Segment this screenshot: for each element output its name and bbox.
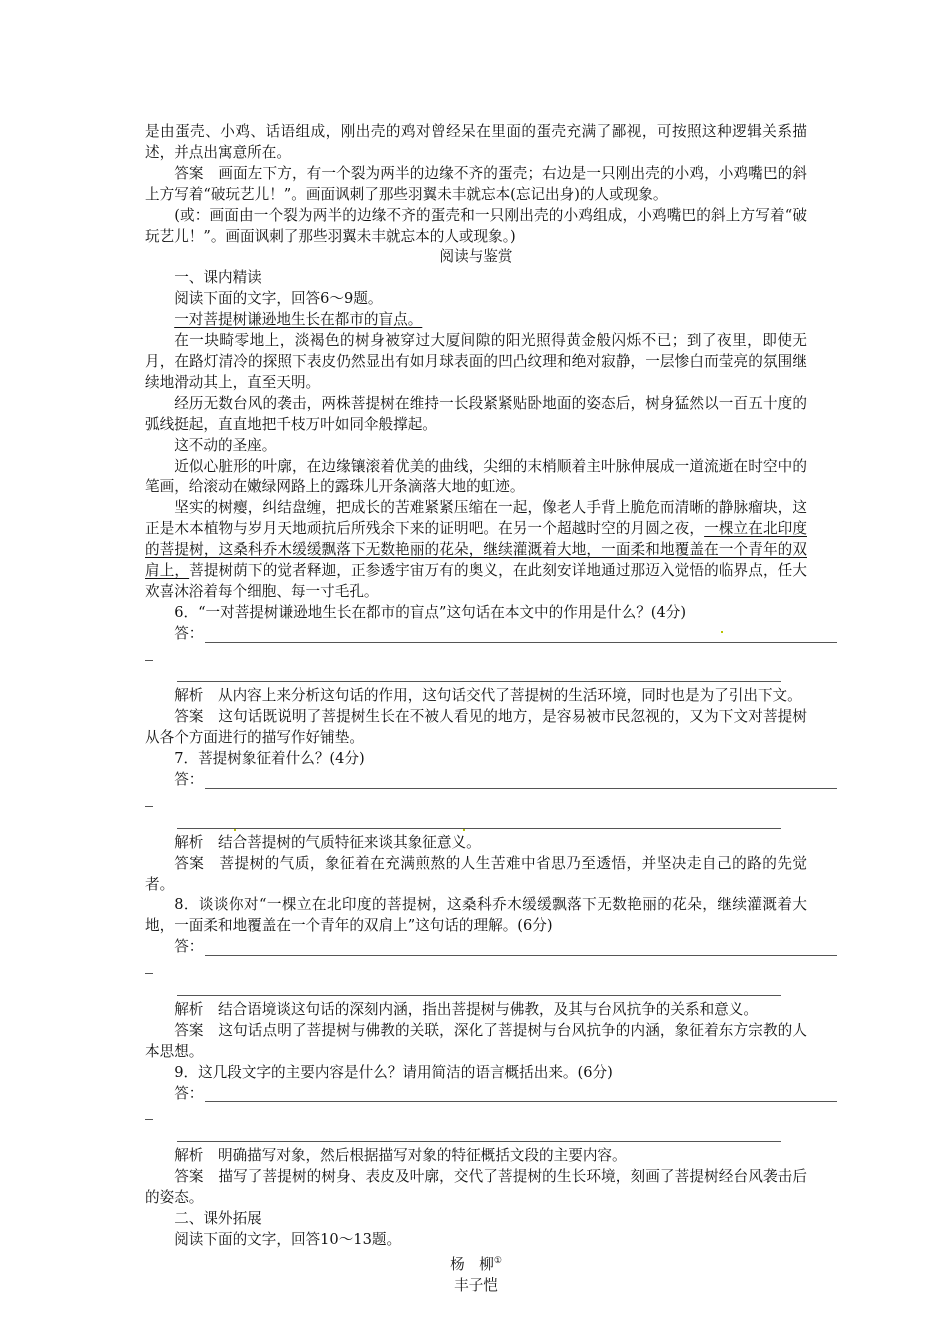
- passage-text: 坚实的树瘿，纠结盘缠，把成长的苦难紧紧压缩在一起，像老人手背上脆危而清晰的静脉瘤块，这正是木本植物与岁月天地顽抗后所残余下来的证明吧。在另一个超越时空的月圆之夜，: [145, 499, 807, 538]
- answer-dash: [145, 1104, 807, 1125]
- question-7: 7．菩提树象征着什么？(4分): [174, 750, 365, 768]
- analysis-8: 解析 结合语境谈这句话的深刻内涵，指出菩提树与佛教，及其与台风抗争的关系和意义。: [174, 1000, 758, 1018]
- passage-text: 菩提树荫下的觉者释迦，正参透宇宙万有的奥义，在此刻安详地通过那迈入觉悟的临界点，任大欢喜沐浴着每个细胞、每一寸毛孔。: [145, 562, 807, 600]
- passage-paragraph: 在一块畸零地上，淡褐色的树身被穿过大厦间隙的阳光照得黄金般闪烁不已；到了夜里，即使无月，在路灯清冷的探照下表皮仍然显出有如月球表面的凹凸纹理和绝对寂静，一层惨白而莹亮的氛围继续地滑动其上，直至天明。: [145, 332, 807, 391]
- article-title: [145, 1251, 807, 1276]
- answer-dash: [145, 645, 807, 666]
- answer-blank-line[interactable]: [145, 979, 807, 1000]
- answer-line-6[interactable]: [145, 624, 807, 645]
- page-content: [145, 122, 807, 1296]
- intro-alternative-answer: (或：画面由一个裂为两半的边缘不齐的蛋壳和一只刚出壳的小鸡组成，小鸡嘴巴的斜上方写着“破玩艺儿！”。画面讽刺了那些羽翼未丰就忘本的人或现象。): [145, 206, 807, 245]
- part2-instruction: 阅读下面的文字，回答10～13题。: [174, 1230, 402, 1248]
- analysis-9: 解析 明确描写对象，然后根据描写对象的特征概括文段的主要内容。: [174, 1147, 627, 1165]
- part1-heading: 一、课内精读: [174, 269, 262, 287]
- intro-continuation: 是由蛋壳、小鸡、话语组成，刚出壳的鸡对曾经呆在里面的蛋壳充满了鄙视，可按照这种逻辑关系描述，并点出寓意所在。: [145, 123, 807, 161]
- analysis-7: 解析 结合菩提树的气质特征来谈其象征意义。: [174, 833, 481, 851]
- passage-paragraph: 这不动的圣座。: [174, 436, 277, 454]
- answer-8: 答案 这句话点明了菩提树与佛教的关联，深化了菩提树与台风抗争的内涵，象征着东方宗教的人本思想。: [145, 1021, 807, 1060]
- passage-paragraph: 近似心脏形的叶廓，在边缘镶滚着优美的曲线，尖细的末梢顺着主叶脉伸展成一道流逝在时空中的笔画，给滚动在嫩绿网路上的露珠儿开条滴落大地的虹迹。: [145, 457, 807, 496]
- answer-blank-line[interactable]: [145, 666, 807, 687]
- passage-paragraph: [145, 498, 807, 603]
- intro-answer: 答案 画面左下方，有一个裂为两半的边缘不齐的蛋壳；右边是一只刚出壳的小鸡，小鸡嘴巴的斜上方写着“破玩艺儿！”。画面讽刺了那些羽翼未丰就忘本(忘记出身)的人或现象。: [145, 164, 807, 203]
- answer-9: 答案 描写了菩提树的树身、表皮及叶廓，交代了菩提树的生长环境，刻画了菩提树经台风袭击后的姿态。: [145, 1168, 807, 1207]
- question-9: 9．这几段文字的主要内容是什么？请用简洁的语言概括出来。(6分): [174, 1063, 613, 1081]
- answer-6: 答案 这句话既说明了菩提树生长在不被人看见的地方，是容易被市民忽视的，又为下文对菩提树从各个方面进行的描写作好铺垫。: [145, 708, 807, 747]
- answer-line-9[interactable]: [145, 1084, 807, 1105]
- analysis-6: 解析 从内容上来分析这句话的作用，这句话交代了菩提树的生活环境，同时也是为了引出下文。: [174, 687, 802, 705]
- answer-dash: [145, 791, 807, 812]
- answer-line-7[interactable]: [145, 770, 807, 791]
- answer-label: 答：: [174, 1084, 204, 1102]
- passage-opening-line: [145, 310, 807, 331]
- part1-instruction: 阅读下面的文字，回答6～9题。: [174, 290, 383, 308]
- answer-blank-line[interactable]: [145, 1125, 807, 1146]
- answer-7: 答案 菩提树的气质，象征着在充满煎熬的人生苦难中省思乃至透悟，并坚决走自己的路的先觉者。: [145, 854, 807, 893]
- answer-label: 答：: [174, 771, 204, 789]
- answer-label: 答：: [174, 624, 204, 642]
- passage-paragraph: 经历无数台风的袭击，两株菩提树在维持一长段紧紧贴卧地面的姿态后，树身猛然以一百五十度的弧线挺起，直直地把千枝万叶如同伞般撑起。: [145, 394, 807, 433]
- question-8: 8．谈谈你对“一棵立在北印度的菩提树，这桑科乔木缓缓飘落下无数艳丽的花朵，继续灌溉着大地，一面柔和地覆盖在一个青年的双肩上”这句话的理解。(6分): [145, 896, 807, 935]
- underlined-opening: 一对菩提树谦逊地生长在都市的盲点。: [174, 311, 423, 329]
- answer-label: 答：: [174, 938, 204, 956]
- answer-dash: [145, 958, 807, 979]
- article-title-text: 杨 柳: [450, 1255, 494, 1273]
- answer-blank-line[interactable]: [145, 812, 807, 833]
- part2-heading: 二、课外拓展: [174, 1209, 262, 1227]
- answer-line-8[interactable]: [145, 937, 807, 958]
- question-6: 6．“一对菩提树谦逊地生长在都市的盲点”这句话在本文中的作用是什么？(4分): [174, 603, 687, 621]
- article-author: 丰子恺: [454, 1276, 498, 1294]
- section-title: 阅读与鉴赏: [439, 248, 513, 266]
- underlined-sentence: 一棵立在北印度的菩提树，这桑科乔木缓缓飘落下无数艳丽的花朵，继续灌溉着大地，一面柔和地覆盖在一个青年的双肩上，: [145, 520, 807, 580]
- footnote-mark: ①: [493, 1255, 502, 1266]
